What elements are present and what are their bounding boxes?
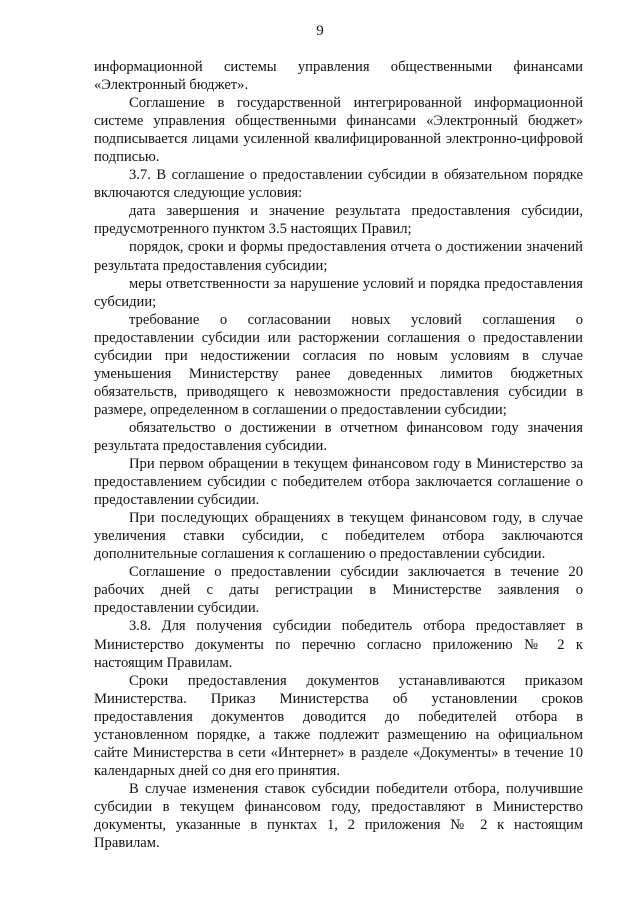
paragraph: порядок, сроки и формы предоставления отчета о достижении значений результата предоставления субсидии; (94, 239, 583, 274)
paragraph: обязательство о достижении в отчетном финансовом году значения результата предоставления субсидии. (94, 419, 583, 454)
paragraph: Соглашение о предоставлении субсидии заключается в течение 20 рабочих дней с даты регистрации в Министерстве заявления о предоставлении субсидии. (94, 564, 583, 617)
paragraph: Соглашение в государственной интегрированной информационной системе управления общественными финансами «Электронный бюджет» подписывается лицами усиленной квалифицированной электронно-цифровой подписью. (94, 95, 583, 166)
paragraph: требование о согласовании новых условий соглашения о предоставлении субсидии или расторжении соглашения о предоставлении субсидии при недостижении согласия по новым условиям в случае уменьшения Министерству ранее доведенных лимитов бюджетных обязательств, приводящего к невозможности предоставления субсидии в размере, определенном в соглашении о предоставлении субсидии; (94, 311, 583, 418)
paragraph: меры ответственности за нарушение условий и порядка предоставления субсидии; (94, 275, 583, 310)
paragraph: 3.8. Для получения субсидии победитель отбора предоставляет в Министерство документы по перечню согласно приложению № 2 к настоящим Правилам. (94, 618, 583, 671)
paragraph: информационной системы управления общественными финансами «Электронный бюджет». (94, 59, 583, 94)
paragraph: При последующих обращениях в текущем финансовом году, в случае увеличения ставки субсидии, с победителем отбора заключаются дополнительные соглашения к соглашению о предоставлении субсидии. (94, 510, 583, 563)
page-number: 9 (316, 23, 324, 39)
paragraph: 3.7. В соглашение о предоставлении субсидии в обязательном порядке включаются следующие условия: (94, 167, 583, 202)
paragraph: Сроки предоставления документов устанавливаются приказом Министерства. Приказ Министерства об установлении сроков предоставления документов доводится до победителей отбора в установленном порядке, а также подлежит размещению на официальном сайте Министерства в сети «Интернет» в разделе «Документы» в течение 10 календарных дней со дня его принятия. (94, 672, 583, 779)
paragraph: В случае изменения ставок субсидии победители отбора, получившие субсидии в текущем финансовом году, предоставляют в Министерство документы, указанные в пунктах 1, 2 приложения № 2 к настоящим Правилам. (94, 780, 583, 852)
paragraph: При первом обращении в текущем финансовом году в Министерство за предоставлением субсидии с победителем отбора заключается соглашение о предоставлении субсидии. (94, 456, 583, 509)
document-body (94, 58, 583, 852)
paragraph: дата завершения и значение результата предоставления субсидии, предусмотренного пунктом 3.5 настоящих Правил; (94, 203, 583, 238)
